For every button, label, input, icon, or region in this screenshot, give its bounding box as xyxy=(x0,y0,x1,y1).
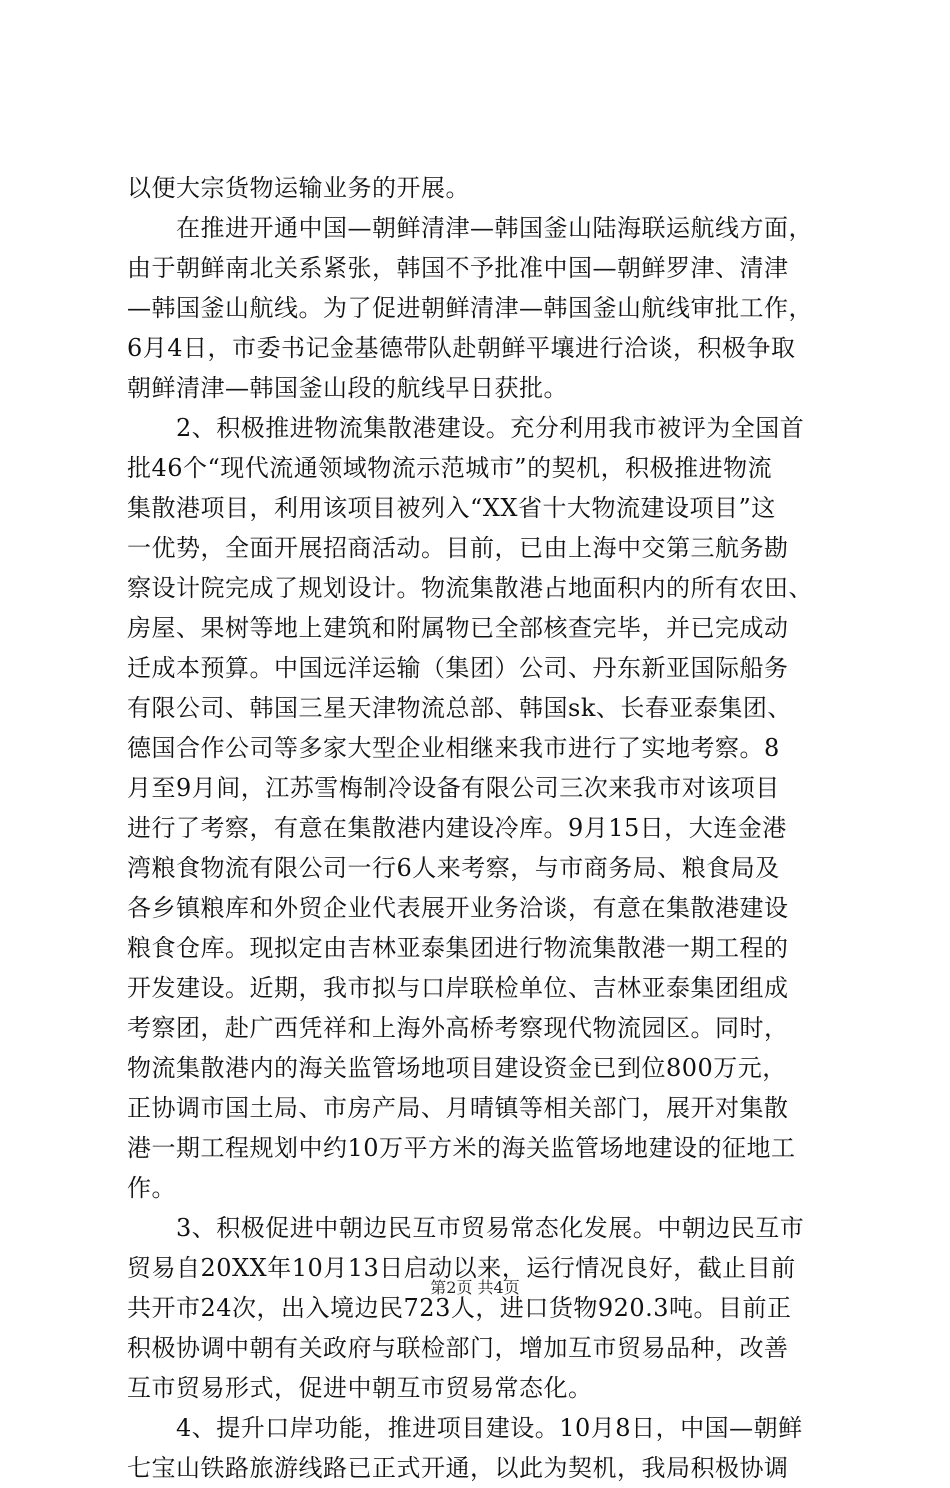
text-line: 迁成本预算。中国远洋运输（集团）公司、丹东新亚国际船务 xyxy=(127,654,789,682)
text-line: 集散港项目，利用该项目被列入“XX省十大物流建设项目”这 xyxy=(127,494,776,522)
text-line: 3、积极促进中朝边民互市贸易常态化发展。中朝边民互市 xyxy=(127,1214,805,1242)
text-line: 一优势，全面开展招商活动。目前，已由上海中交第三航务勘 xyxy=(127,534,789,562)
text-line: 积极协调中朝有关政府与联检部门，增加互市贸易品种，改善 xyxy=(127,1334,789,1362)
text-line: 粮食仓库。现拟定由吉林亚泰集团进行物流集散港一期工程的 xyxy=(127,934,789,962)
text-line: 有限公司、韩国三星天津物流总部、韩国sk、长春亚泰集团、 xyxy=(127,694,792,722)
text-line: 物流集散港内的海关监管场地项目建设资金已到位800万元， xyxy=(127,1054,787,1082)
text-line: 贸易自20XX年10月13日启动以来，运行情况良好，截止目前 xyxy=(127,1254,796,1282)
text-line: 批46个“现代流通领域物流示范城市”的契机，积极推进物流 xyxy=(127,454,773,482)
text-line: 考察团，赴广西凭祥和上海外高桥考察现代物流园区。同时， xyxy=(127,1014,789,1042)
text-line: 房屋、果树等地上建筑和附属物已全部核查完毕，并已完成动 xyxy=(127,614,789,642)
text-line: 月至9月间，江苏雪梅制冷设备有限公司三次来我市对该项目 xyxy=(127,774,780,802)
text-line: 察设计院完成了规划设计。物流集散港占地面积内的所有农田、 xyxy=(127,574,813,602)
text-line: 开发建设。近期，我市拟与口岸联检单位、吉林亚泰集团组成 xyxy=(127,974,789,1002)
text-line: 2、积极推进物流集散港建设。充分利用我市被评为全国首 xyxy=(127,414,805,442)
text-line: 在推进开通中国—朝鲜清津—韩国釜山陆海联运航线方面， xyxy=(127,214,813,242)
text-line: 4、提升口岸功能，推进项目建设。10月8日，中国—朝鲜 xyxy=(127,1414,803,1442)
text-line: 德国合作公司等多家大型企业相继来我市进行了实地考察。8 xyxy=(127,734,780,762)
text-line: 港一期工程规划中约10万平方米的海关监管场地建设的征地工 xyxy=(127,1134,796,1162)
text-line: —韩国釜山航线。为了促进朝鲜清津—韩国釜山航线审批工作， xyxy=(127,294,813,322)
text-line: 互市贸易形式，促进中朝互市贸易常态化。 xyxy=(127,1374,593,1402)
text-line: 由于朝鲜南北关系紧张，韩国不予批准中国—朝鲜罗津、清津 xyxy=(127,254,789,282)
text-line: 作。 xyxy=(127,1174,176,1202)
text-line: 湾粮食物流有限公司一行6人来考察，与市商务局、粮食局及 xyxy=(127,854,780,882)
text-line: 七宝山铁路旅游线路已正式开通，以此为契机，我局积极协调 xyxy=(127,1454,789,1482)
text-line: 进行了考察，有意在集散港内建设冷库。9月15日，大连金港 xyxy=(127,814,787,842)
text-line: 6月4日，市委书记金基德带队赴朝鲜平壤进行洽谈，积极争取 xyxy=(127,334,796,362)
page-number-footer: 第2页 共4页 xyxy=(430,1278,520,1297)
text-line: 正协调市国土局、市房产局、月晴镇等相关部门，展开对集散 xyxy=(127,1094,789,1122)
text-line: 以便大宗货物运输业务的开展。 xyxy=(127,174,470,202)
text-line: 朝鲜清津—韩国釜山段的航线早日获批。 xyxy=(127,374,568,402)
text-line: 各乡镇粮库和外贸企业代表展开业务洽谈，有意在集散港建设 xyxy=(127,894,789,922)
text-line: 共开市24次，出入境边民723人，进口货物920.3吨。目前正 xyxy=(127,1294,792,1322)
